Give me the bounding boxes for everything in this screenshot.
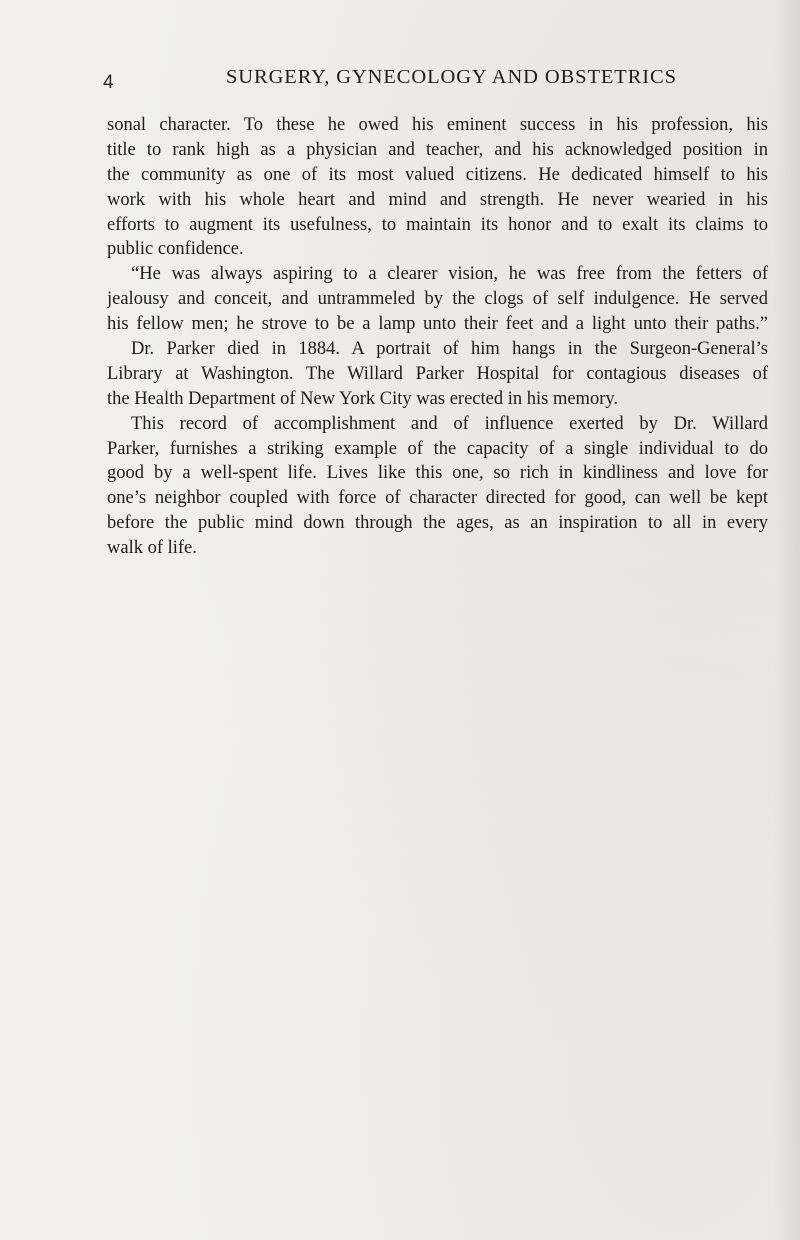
- text-line: Library at Washington. The Willard Parker Hospital for contagious diseases of: [107, 363, 768, 384]
- text-line: efforts to augment its usefulness, to maintain its honor and to exalt its claims to: [107, 214, 768, 235]
- text-line: This record of accomplishment and of influence exerted by Dr. Willard: [131, 413, 768, 434]
- running-head: SURGERY, GYNECOLOGY AND OBSTETRICS: [226, 66, 677, 88]
- text-line: the Health Department of New York City was erected in his memory.: [107, 388, 619, 409]
- text-line: Dr. Parker died in 1884. A portrait of him hangs in the Surgeon-General’s: [131, 339, 768, 360]
- paragraph-2: [107, 262, 768, 337]
- body-text: [107, 113, 768, 561]
- text-line: walk of life.: [107, 538, 197, 559]
- text-line: before the public mind down through the ages, as an inspiration to all in every: [107, 513, 768, 534]
- text-line: title to rank high as a physician and teacher, and his acknowledged position in: [107, 139, 768, 160]
- paragraph-1: [107, 113, 768, 262]
- text-line: one’s neighbor coupled with force of character directed for good, can well be kept: [107, 488, 768, 509]
- page-number: 4: [103, 72, 114, 93]
- paragraph-3: [107, 337, 768, 412]
- text-line: good by a well-spent life. Lives like this one, so rich in kindliness and love for: [107, 463, 768, 484]
- text-line: his fellow men; he strove to be a lamp unto their feet and a light unto their paths.”: [107, 314, 768, 335]
- text-line: Parker, furnishes a striking example of the capacity of a single individual to do: [107, 438, 768, 459]
- page-edge-shadow: [774, 0, 800, 1240]
- text-line: the community as one of its most valued citizens. He dedicated himself to his: [107, 164, 768, 185]
- text-line: sonal character. To these he owed his eminent success in his profession, his: [107, 115, 768, 135]
- text-line: work with his whole heart and mind and strength. He never wearied in his: [107, 189, 768, 210]
- page-header: [0, 66, 800, 96]
- text-line: public confidence.: [107, 239, 244, 260]
- text-line: “He was always aspiring to a clearer vision, he was free from the fetters of: [131, 264, 768, 285]
- text-line: jealousy and conceit, and untrammeled by the clogs of self indulgence. He served: [107, 289, 768, 310]
- paragraph-4: [107, 412, 768, 561]
